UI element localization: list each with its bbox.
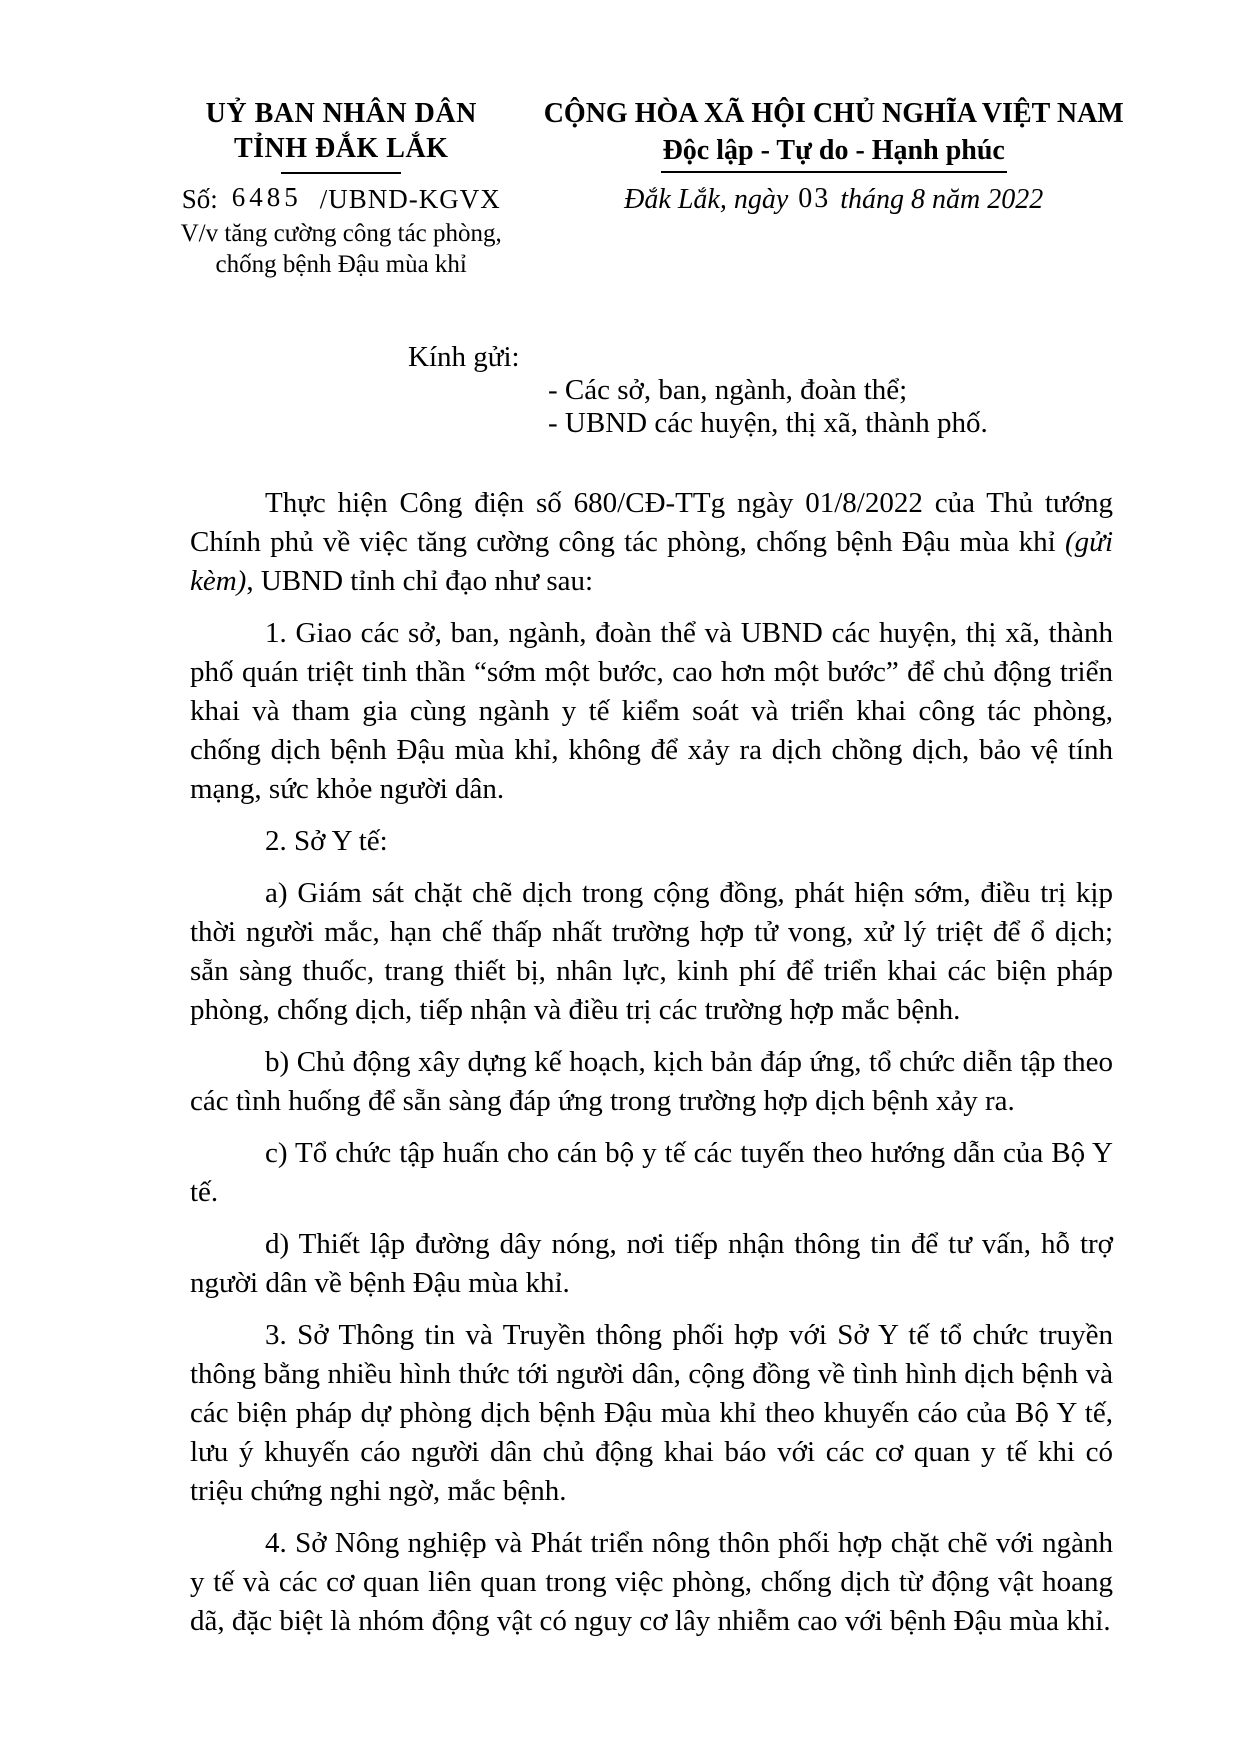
body-paragraph: 2. Sở Y tế: [265, 825, 388, 857]
date-prefix: Đắk Lắk, ngày [624, 184, 789, 215]
intro-text-italic: (gửi kèm) [190, 526, 1113, 597]
document-header [0, 96, 1241, 280]
national-header-block [524, 96, 1143, 217]
document-number-label: Số: [181, 184, 218, 214]
intro-text-part2: , UBND tỉnh chỉ đạo như sau: [246, 565, 594, 597]
body-text [190, 484, 1113, 1641]
national-title: CỘNG HÒA XÃ HỘI CHỦ NGHĨA VIỆT NAM [543, 98, 1124, 129]
recipient-item: - UBND các huyện, thị xã, thành phố. [548, 407, 988, 439]
body-paragraph: c) Tổ chức tập huấn cho cán bộ y tế các tuyến theo hướng dẫn của Bộ Y tế. [190, 1137, 1113, 1208]
recipient-item: - Các sở, ban, ngành, đoàn thể; [548, 374, 908, 406]
document-subject-line2: chống bệnh Đậu mùa khỉ [215, 251, 467, 278]
body-paragraph: 1. Giao các sở, ban, ngành, đoàn thể và UBND các huyện, thị xã, thành phố quán triệt tinh thần “sớm một bước, cao hơn một bước” để chủ động triển khai và tham gia cùng ngành y tế kiểm soát và triển khai công tác phòng, chống dịch bệnh Đậu mùa khỉ, không để xảy ra dịch chồng dịch, bảo vệ tính mạng, sức khỏe người dân. [190, 617, 1113, 805]
recipient-list [548, 374, 1113, 440]
issuing-authority-block [158, 96, 524, 280]
org-name-underline [281, 172, 401, 174]
intro-text-part1: Thực hiện Công điện số 680/CĐ-TTg ngày 01/8/2022 của Thủ tướng Chính phủ về việc tăng cường công tác phòng, chống bệnh Đậu mùa khỉ [190, 487, 1113, 558]
body-paragraph: b) Chủ động xây dựng kế hoạch, kịch bản đáp ứng, tổ chức diễn tập theo các tình huống để sẵn sàng đáp ứng trong trường hợp dịch bệnh xảy ra. [190, 1046, 1113, 1117]
salutation-block [408, 340, 1113, 440]
document-subject [158, 218, 524, 280]
document-number-suffix: /UBND-KGVX [319, 184, 501, 214]
document-number-line [158, 182, 524, 216]
body-paragraph: 3. Sở Thông tin và Truyền thông phối hợp với Sở Y tế tổ chức truyền thông bằng nhiều hình thức tới người dân, cộng đồng về tình hình dịch bệnh và các biện pháp dự phòng dịch bệnh Đậu mùa khỉ theo khuyến cáo của Bộ Y tế, lưu ý khuyến cáo người dân chủ động khai báo với các cơ quan y tế khi có triệu chứng nghi ngờ, mắc bệnh. [190, 1319, 1113, 1507]
document-content [190, 340, 1113, 1641]
body-paragraph-intro [190, 484, 1113, 601]
document-subject-line1: V/v tăng cường công tác phòng, [180, 220, 502, 247]
salutation-label: Kính gửi: [408, 341, 520, 373]
body-paragraph: d) Thiết lập đường dây nóng, nơi tiếp nhận thông tin để tư vấn, hỗ trợ người dân về bệnh Đậu mùa khỉ. [190, 1228, 1113, 1299]
date-suffix: tháng 8 năm 2022 [840, 184, 1044, 215]
body-paragraph: a) Giám sát chặt chẽ dịch trong cộng đồng, phát hiện sớm, điều trị kịp thời người mắc, hạn chế thấp nhất trường hợp tử vong, xử lý triệt để ổ dịch; sẵn sàng thuốc, trang thiết bị, nhân lực, kinh phí để triển khai các biện pháp phòng, chống dịch, tiếp nhận và điều trị các trường hợp mắc bệnh. [190, 877, 1113, 1026]
national-slogan-wrap [524, 134, 1143, 173]
document-number-value: 6485 [231, 182, 302, 212]
org-parent-name: UỶ BAN NHÂN DÂN [205, 98, 477, 129]
org-name: TỈNH ĐẮK LẮK [233, 133, 449, 164]
body-paragraph: 4. Sở Nông nghiệp và Phát triển nông thôn phối hợp chặt chẽ với ngành y tế và các cơ quan liên quan trong việc phòng, chống dịch từ động vật hoang dã, đặc biệt là nhóm động vật có nguy cơ lây nhiễm cao với bệnh Đậu mùa khỉ. [190, 1527, 1113, 1637]
national-slogan: Độc lập - Tự do - Hạnh phúc [661, 134, 1007, 173]
date-day-value: 03 [798, 183, 831, 214]
place-date-line [524, 183, 1143, 217]
